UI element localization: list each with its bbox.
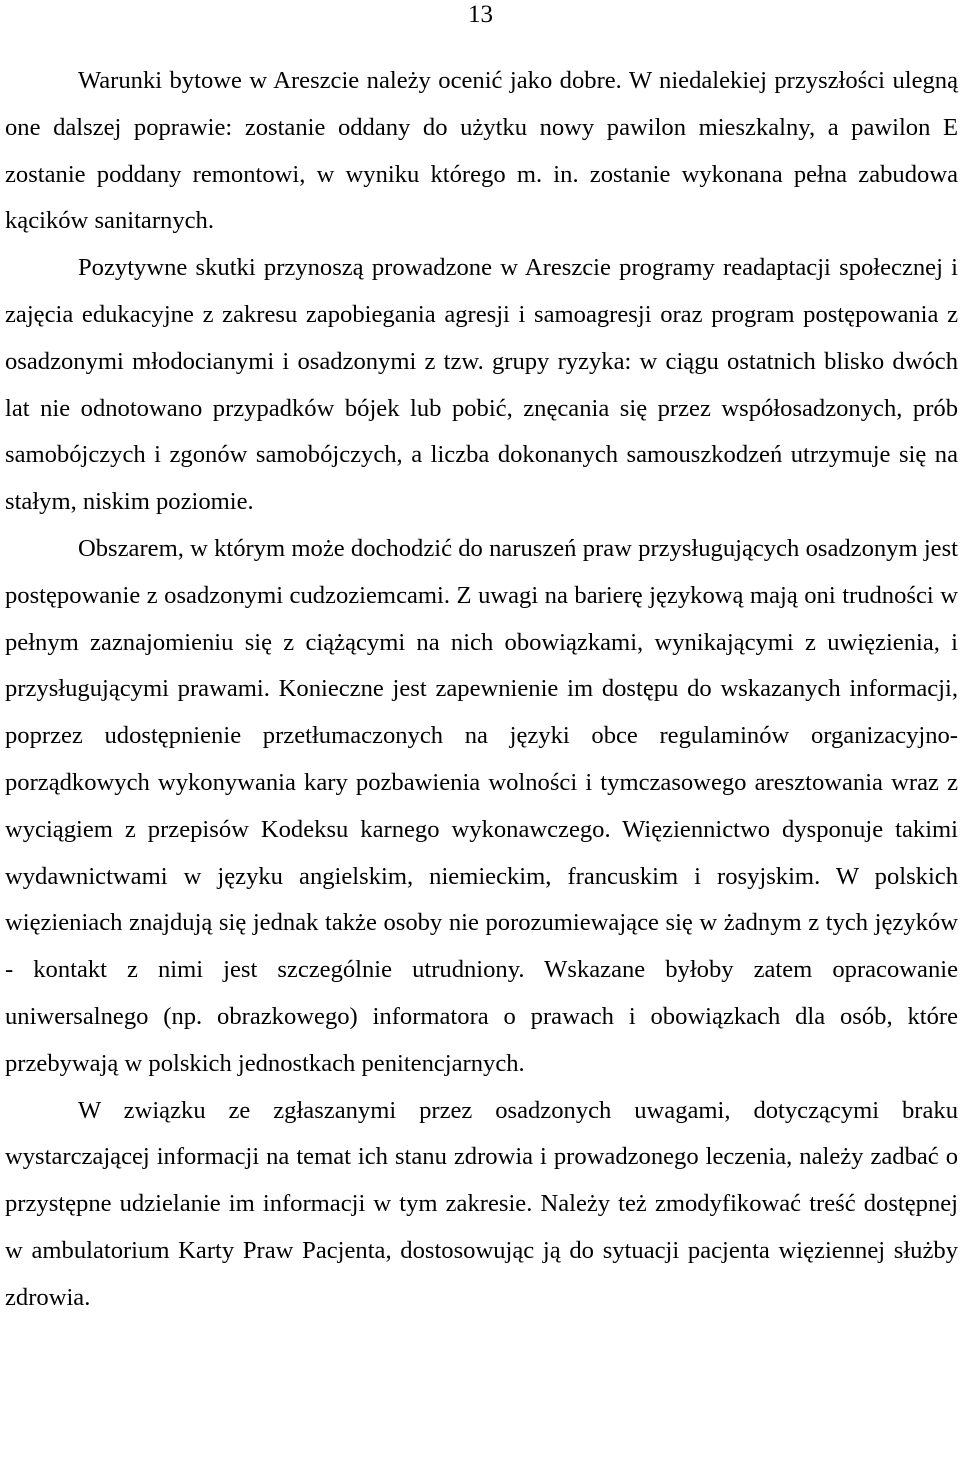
document-body [5, 58, 958, 1322]
page-number: 13 [468, 1, 493, 28]
paragraph-foreign-inmates: Obszarem, w którym może dochodzić do naruszeń praw przysługujących osadzonym jest postępowanie z osadzonymi cudzoziemcami. Z uwagi na barierę językową mają oni trudności w pełnym zaznajomieniu się z ciążącymi na nich obowiązkami, wynikającymi z uwięzienia, i przysługującymi prawami. Konieczne jest zapewnienie im dostępu do wskazanych informacji, poprzez udostępnienie przetłumaczonych na języki obce regulaminów organizacyjno-porządkowych wykonywania kary pozbawienia wolności i tymczasowego aresztowania wraz z wyciągiem z przepisów Kodeksu karnego wykonawczego. Więziennictwo dysponuje takimi wydawnictwami w języku angielskim, niemieckim, francuskim i rosyjskim. W polskich więzieniach znajdują się jednak także osoby nie porozumiewające się w żadnym z tych języków - kontakt z nimi jest szczególnie utrudniony. Wskazane byłoby zatem opracowanie uniwersalnego (np. obrazkowego) informatora o prawach i obowiązkach dla osób, które przebywają w polskich jednostkach penitencjarnych. [5, 534, 958, 1077]
paragraph-readaptation-programs: Pozytywne skutki przynoszą prowadzone w Areszcie programy readaptacji społecznej i zajęcia edukacyjne z zakresu zapobiegania agresji i samoagresji oraz program postępowania z osadzonymi młodocianymi i osadzonymi z tzw. grupy ryzyka: w ciągu ostatnich blisko dwóch lat nie odnotowano przypadków bójek lub pobić, znęcania się przez współosadzonych, prób samobójczych i zgonów samobójczych, a liczba dokonanych samouszkodzeń utrzymuje się na stałym, niskim poziomie. [5, 254, 958, 516]
paragraph-living-conditions: Warunki bytowe w Areszcie należy ocenić jako dobre. W niedalekiej przyszłości ulegną one dalszej poprawie: zostanie oddany do użytku nowy pawilon mieszkalny, a pawilon E zostanie poddany remontowi, w wyniku którego m. in. zostanie wykonana pełna zabudowa kącików sanitarnych. [5, 67, 958, 235]
paragraph-health-information: W związku ze zgłaszanymi przez osadzonych uwagami, dotyczącymi braku wystarczającej informacji na temat ich stanu zdrowia i prowadzonego leczenia, należy zadbać o przystępne udzielanie im informacji w tym zakresie. Należy też zmodyfikować treść dostępnej w ambulatorium Karty Praw Pacjenta, dostosowując ją do sytuacji pacjenta więziennej służby zdrowia. [5, 1096, 958, 1311]
